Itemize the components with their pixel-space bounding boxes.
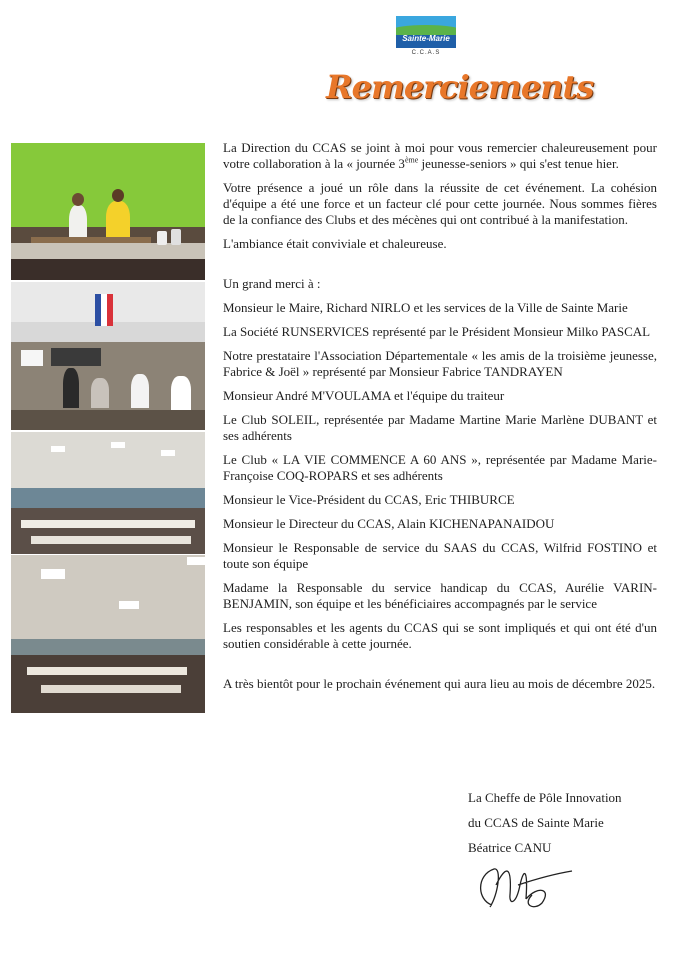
- photo-hall-tables: [11, 432, 205, 554]
- logo-name: Sainte-Marie: [402, 34, 450, 43]
- ccas-logo: [394, 16, 458, 64]
- sainte-marie-emblem: [396, 16, 456, 48]
- thanks-item: Le Club « LA VIE COMMENCE A 60 ANS », représentée par Madame Marie-Françoise COQ-ROPARS et ses adhérents: [223, 452, 657, 483]
- thanks-item: Monsieur le Responsable de service du SAAS du CCAS, Wilfrid FOSTINO et toute son équipe: [223, 540, 657, 571]
- signatory-role: La Cheffe de Pôle Innovation: [468, 790, 622, 805]
- letter-body: [223, 140, 657, 700]
- handwritten-signature: [472, 855, 582, 915]
- photo-buffet: [11, 143, 205, 280]
- signatory-name: Béatrice CANU: [468, 840, 552, 855]
- closing-paragraph: A très bientôt pour le prochain événement qui aura lieu au mois de décembre 2025.: [223, 676, 656, 691]
- photo-hall-flags: [11, 282, 205, 430]
- thanks-item: Monsieur le Maire, Richard NIRLO et les services de la Ville de Sainte Marie: [223, 300, 628, 315]
- thanks-heading: Un grand merci à :: [223, 276, 321, 291]
- signatory-org: du CCAS de Sainte Marie: [468, 815, 604, 830]
- thanks-item: Monsieur André M'VOULAMA et l'équipe du traiteur: [223, 388, 505, 403]
- photo-hall-guests: [11, 555, 205, 713]
- thanks-item: La Société RUNSERVICES représenté par le Président Monsieur Milko PASCAL: [223, 324, 651, 339]
- signature-block: [468, 790, 668, 865]
- thanks-item: Madame la Responsable du service handicap du CCAS, Aurélie VARIN-BENJAMIN, son équipe et les bénéficiaires accompagnés par le service: [223, 580, 657, 611]
- thanks-item: Les responsables et les agents du CCAS qui se sont impliqués et qui ont été d'un soutien considérable à cette journée.: [223, 620, 657, 651]
- thanks-item: Notre prestataire l'Association Départementale « les amis de la troisième jeunesse, Fabrice & Joël » représenté par Monsieur Fabrice TANDRAYEN: [223, 348, 657, 379]
- intro-paragraph-3: L'ambiance était conviviale et chaleureuse.: [223, 236, 447, 251]
- intro-paragraph-2: Votre présence a joué un rôle dans la réussite de cet événement. La cohésion d'équipe a été une force et un facteur clé pour cette journée. Nous sommes fières de la confiance des Clubs et des mécènes qui ont contribué à la manifestation.: [223, 180, 657, 227]
- page-title: Remerciements: [326, 68, 594, 106]
- logo-subtitle: C.C.A.S: [411, 50, 441, 56]
- thanks-item: Monsieur le Directeur du CCAS, Alain KICHENAPANAIDOU: [223, 516, 555, 531]
- thanks-item: Le Club SOLEIL, représentée par Madame Martine Marie Marlène DUBANT et ses adhérents: [223, 412, 657, 443]
- thanks-item: Monsieur le Vice-Président du CCAS, Eric THIBURCE: [223, 492, 515, 507]
- intro-paragraph-1: La Direction du CCAS se joint à moi pour vous remercier chaleureusement pour votre collaboration à la « journée 3ème jeunesse-seniors » qui s'est tenue hier.: [223, 140, 657, 171]
